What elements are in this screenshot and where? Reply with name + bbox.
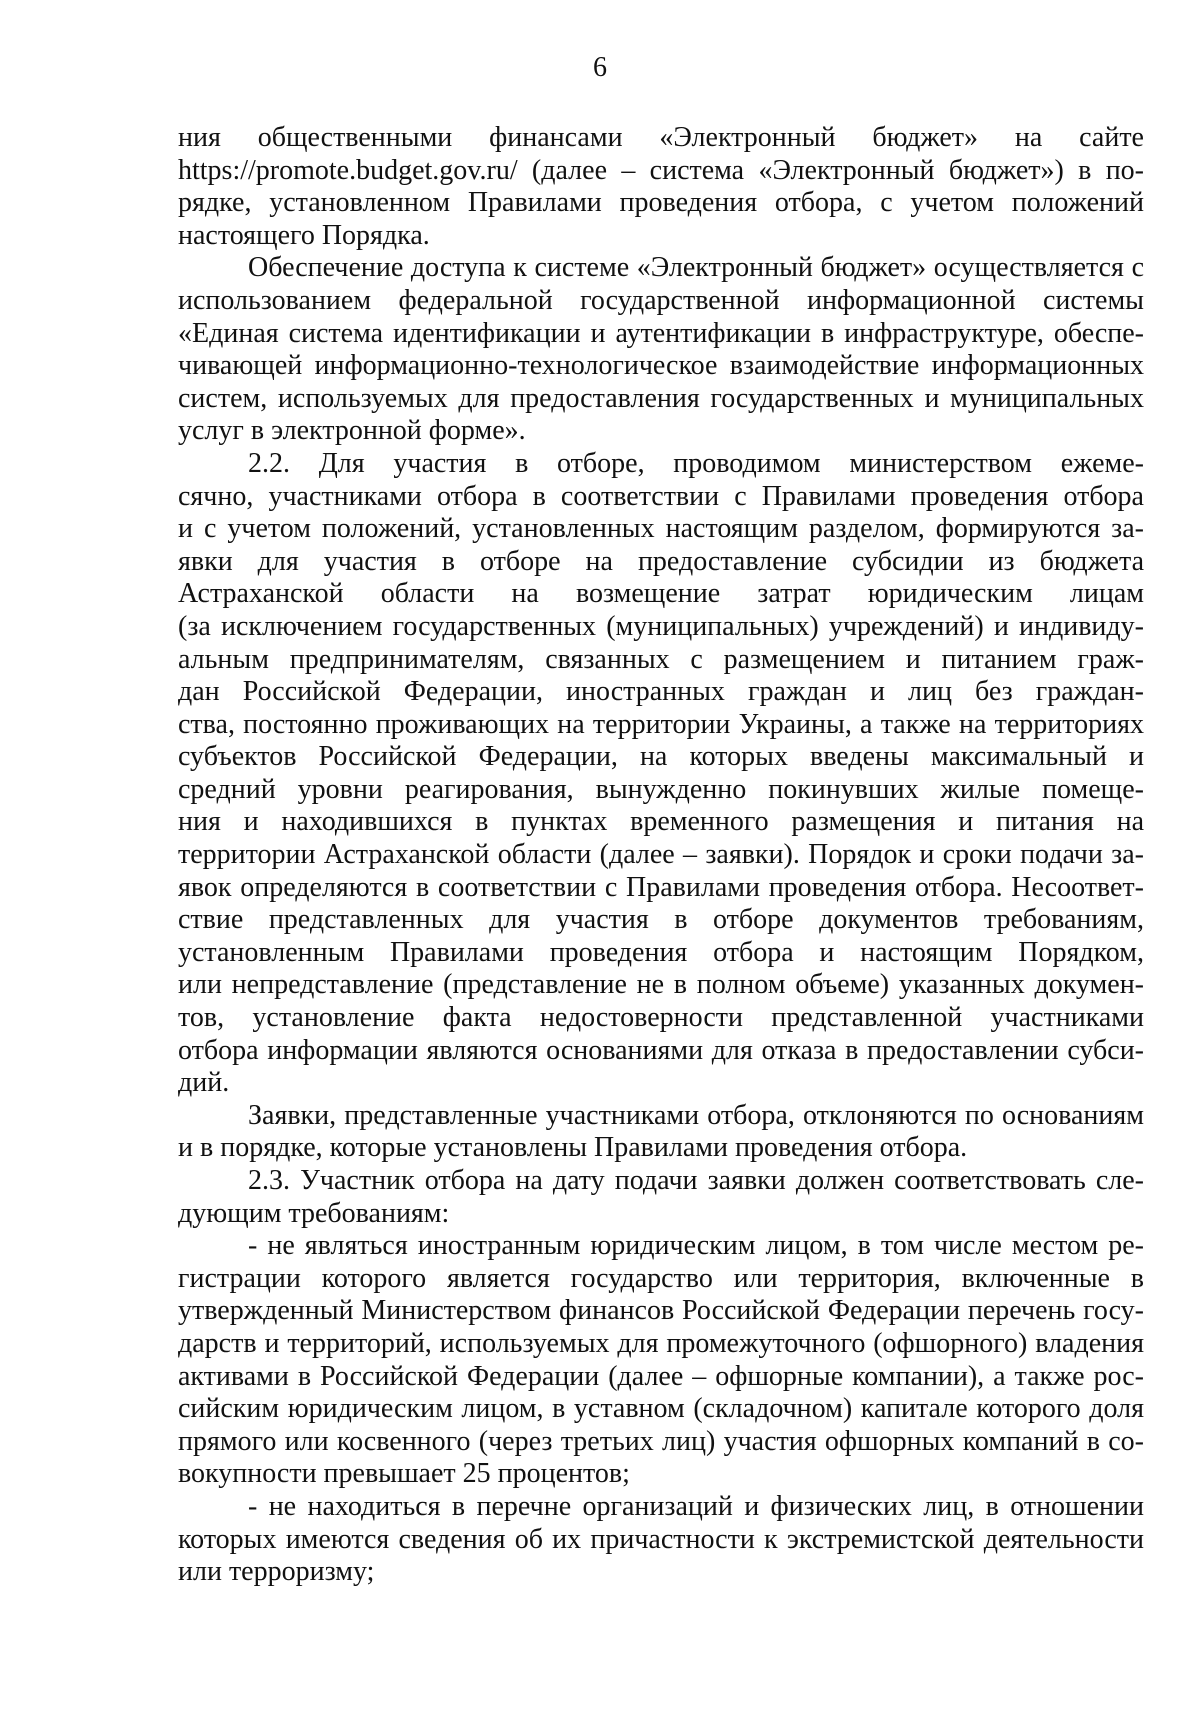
text-line: активами в Российской Федерации (далее – офшорные компании), а также рос- xyxy=(178,1360,1144,1392)
text-line: - не находиться в перечне организаций и физических лиц, в отношении xyxy=(248,1490,1144,1522)
text-line: «Единая система идентификации и аутентификации в инфраструктуре, обеспе- xyxy=(178,317,1144,349)
text-line: чивающей информационно-технологическое взаимодействие информационных xyxy=(178,350,1144,382)
text-line: систем, используемых для предоставления государственных и муниципальных xyxy=(178,382,1144,414)
text-line: Астраханской области на возмещение затрат юридическим лицам xyxy=(178,578,1144,610)
text-line: или непредставление (представление не в полном объеме) указанных докумен- xyxy=(178,969,1144,1001)
text-line: дующим требованиям: xyxy=(178,1197,450,1229)
text-line: настоящего Порядка. xyxy=(178,219,430,251)
page-number: 6 xyxy=(593,52,607,83)
text-line: (за исключением государственных (муниципальных) учреждений) и индивиду- xyxy=(178,610,1144,642)
document-body xyxy=(178,122,1144,1589)
text-line: ствие представленных для участия в отборе документов требованиям, xyxy=(178,904,1144,936)
text-line: ния и находившихся в пунктах временного размещения и питания на xyxy=(178,806,1144,838)
text-line: отбора информации являются основаниями для отказа в предоставлении субси- xyxy=(178,1034,1144,1066)
text-line: услуг в электронной форме». xyxy=(178,415,526,447)
text-line: установленным Правилами проведения отбора и настоящим Порядком, xyxy=(178,936,1144,968)
text-line: и с учетом положений, установленных настоящим разделом, формируются за- xyxy=(178,513,1144,545)
text-line: которых имеются сведения об их причастности к экстремистской деятельности xyxy=(178,1523,1144,1555)
text-line: утвержденный Министерством финансов Российской Федерации перечень госу- xyxy=(178,1295,1144,1327)
text-line: рядке, установленном Правилами проведения отбора, с учетом положений xyxy=(178,187,1144,219)
text-line: средний уровни реагирования, вынужденно покинувших жилые помеще- xyxy=(178,773,1144,805)
text-line: прямого или косвенного (через третьих лиц) участия офшорных компаний в со- xyxy=(178,1425,1144,1457)
text-line: явок определяются в соответствии с Правилами проведения отбора. Несоответ- xyxy=(178,871,1144,903)
text-line: 2.2. Для участия в отборе, проводимом министерством ежеме- xyxy=(248,447,1144,479)
text-line: дарств и территорий, используемых для промежуточного (офшорного) владения xyxy=(178,1327,1144,1359)
text-line: https://promote.budget.gov.ru/ (далее – система «Электронный бюджет») в по- xyxy=(178,154,1144,186)
text-line: сийским юридическим лицом, в уставном (складочном) капитале которого доля xyxy=(178,1393,1144,1425)
text-line: ства, постоянно проживающих на территории Украины, а также на территориях xyxy=(178,708,1144,740)
text-line: использованием федеральной государственной информационной системы xyxy=(178,284,1144,316)
text-line: сячно, участниками отбора в соответствии с Правилами проведения отбора xyxy=(178,480,1144,512)
text-line: субъектов Российской Федерации, на которых введены максимальный и xyxy=(178,741,1144,773)
text-line: дан Российской Федерации, иностранных граждан и лиц без граждан- xyxy=(178,676,1144,708)
text-line: гистрации которого является государство или территория, включенные в xyxy=(178,1262,1144,1294)
text-line: Заявки, представленные участниками отбора, отклоняются по основаниям xyxy=(248,1099,1144,1131)
text-line: дий. xyxy=(178,1067,230,1099)
text-line: территории Астраханской области (далее – заявки). Порядок и сроки подачи за- xyxy=(178,839,1144,871)
text-line: - не являться иностранным юридическим лицом, в том числе местом ре- xyxy=(248,1230,1144,1262)
text-line: вокупности превышает 25 процентов; xyxy=(178,1458,630,1490)
text-line: тов, установление факта недостоверности представленной участниками xyxy=(178,1002,1144,1034)
text-line: 2.3. Участник отбора на дату подачи заявки должен соответствовать сле- xyxy=(248,1165,1144,1196)
text-line: явки для участия в отборе на предоставление субсидии из бюджета xyxy=(178,545,1144,577)
text-line: ния общественными финансами «Электронный бюджет» на сайте xyxy=(178,122,1144,153)
text-line: альным предпринимателям, связанных с размещением и питанием граж- xyxy=(178,643,1144,675)
text-line: Обеспечение доступа к системе «Электронный бюджет» осуществляется с xyxy=(248,252,1144,284)
text-line: и в порядке, которые установлены Правилами проведения отбора. xyxy=(178,1132,968,1164)
text-line: или терроризму; xyxy=(178,1556,375,1588)
